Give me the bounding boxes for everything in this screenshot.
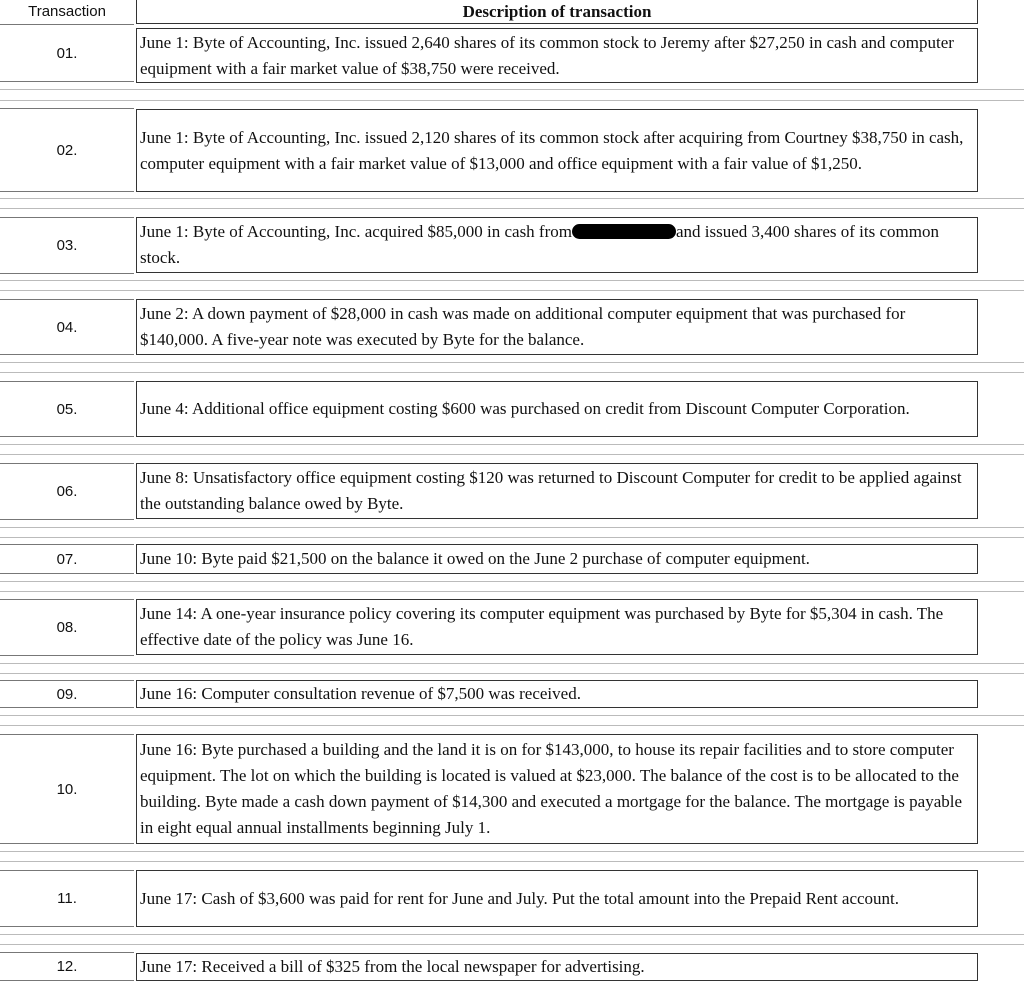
divider [0,527,1024,528]
divider [0,444,1024,445]
transaction-number: 12. [0,952,134,981]
transaction-description: June 17: Cash of $3,600 was paid for rent for June and July. Put the total amount into the Prepaid Rent account. [136,870,978,927]
divider [0,591,1024,592]
transaction-number: 02. [0,108,134,192]
header-description: Description of transaction [136,0,978,24]
divider [0,100,1024,101]
divider [0,851,1024,852]
transaction-description: June 14: A one-year insurance policy covering its computer equipment was purchased by Byte for $5,304 in cash. The effective date of the policy was June 16. [136,599,978,655]
redaction-mark [572,224,676,239]
divider [0,934,1024,935]
divider [0,581,1024,582]
divider [0,663,1024,664]
transaction-number: 07. [0,544,134,574]
divider [0,725,1024,726]
transaction-number: 05. [0,381,134,437]
transaction-number: 04. [0,299,134,355]
transaction-description: June 10: Byte paid $21,500 on the balance it owed on the June 2 purchase of computer equipment. [136,544,978,574]
transaction-description: June 1: Byte of Accounting, Inc. issued 2,120 shares of its common stock after acquiring from Courtney $38,750 in cash, computer equipment with a fair market value of $13,000 and office equipment with a fair value of $1,250. [136,109,978,192]
transaction-number: 09. [0,680,134,708]
transaction-description: June 8: Unsatisfactory office equipment costing $120 was returned to Discount Computer for credit to be applied against the outstanding balance owed by Byte. [136,463,978,519]
transaction-number: 10. [0,734,134,844]
divider [0,208,1024,209]
divider [0,290,1024,291]
divider [0,362,1024,363]
transaction-description: June 1: Byte of Accounting, Inc. acquired $85,000 in cash from and issued 3,400 shares of its common stock. [136,217,978,273]
transaction-number: 01. [0,24,134,82]
transaction-description: June 16: Byte purchased a building and the land it is on for $143,000, to house its repair facilities and to store computer equipment. The lot on which the building is located is valued at $23,000. The balance of the cost is to be allocated to the building. Byte made a cash down payment of $14,300 and executed a mortgage for the balance. The mortgage is payable in eight equal annual installments beginning July 1. [136,734,978,844]
transaction-description: June 17: Received a bill of $325 from the local newspaper for advertising. [136,953,978,981]
divider [0,372,1024,373]
transaction-number: 03. [0,217,134,274]
transaction-number: 11. [0,870,134,927]
header-transaction: Transaction [0,0,134,25]
divider [0,715,1024,716]
transaction-number: 06. [0,463,134,520]
divider [0,198,1024,199]
transaction-description: June 2: A down payment of $28,000 in cash was made on additional computer equipment that was purchased for $140,000. A five-year note was executed by Byte for the balance. [136,299,978,355]
transaction-description: June 4: Additional office equipment costing $600 was purchased on credit from Discount Computer Corporation. [136,381,978,437]
divider [0,673,1024,674]
transaction-description: June 1: Byte of Accounting, Inc. issued 2,640 shares of its common stock to Jeremy after $27,250 in cash and computer equipment with a fair market value of $38,750 were received. [136,28,978,83]
divider [0,861,1024,862]
transaction-description: June 16: Computer consultation revenue of $7,500 was received. [136,680,978,708]
transaction-number: 08. [0,599,134,656]
divider [0,537,1024,538]
divider [0,454,1024,455]
divider [0,89,1024,90]
divider [0,944,1024,945]
divider [0,280,1024,281]
